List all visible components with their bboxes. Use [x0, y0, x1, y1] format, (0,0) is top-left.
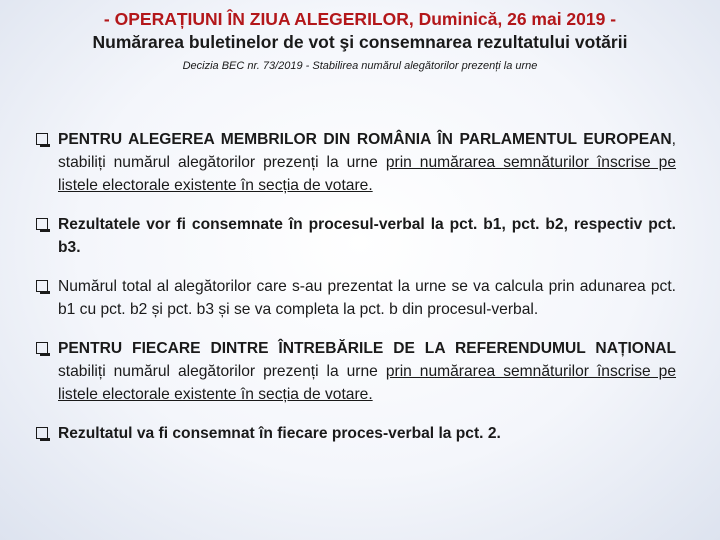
slide-title-line2: Numărarea buletinelor de vot şi consemnarea rezultatului votării [92, 32, 628, 52]
bullet-list [36, 128, 676, 461]
slide-title-line1: - OPERAȚIUNI ÎN ZIUA ALEGERILOR, Duminică, 26 mai 2019 - [103, 9, 617, 29]
slide-header [0, 0, 720, 72]
slide-subtitle: Decizia BEC nr. 73/2019 - Stabilirea numărul alegătorilor prezenți la urne [182, 60, 538, 72]
bullet-bold-text: Rezultatele vor fi consemnate în procesul-verbal la pct. b1, pct. b2, respectiv pct. b3. [58, 216, 676, 256]
bullet-item-3 [36, 275, 676, 321]
bullet-text [58, 422, 676, 445]
bullet-item-4 [36, 337, 676, 406]
bullet-underlined-text: prin numărarea semnăturilor înscrise pe listele electorale existente în secția de votare. [58, 154, 677, 194]
square-bullet-icon [36, 427, 48, 439]
square-bullet-icon [36, 280, 48, 292]
bullet-normal-text: , stabiliți numărul alegătorilor prezenți la urne [58, 131, 676, 171]
bullet-text [58, 275, 676, 321]
square-bullet-icon [36, 218, 48, 230]
bullet-normal-text: Numărul total al alegătorilor care s-au prezentat la urne se va calcula prin adunarea pct. b1 cu pct. b2 și pct. b3 și se va completa la pct. b din procesul-verbal. [58, 278, 676, 318]
bullet-bold-text: Rezultatul va fi consemnat în fiecare proces-verbal la pct. 2. [58, 425, 501, 442]
square-bullet-icon [36, 133, 48, 145]
bullet-bold-text: PENTRU ALEGEREA MEMBRILOR DIN ROMÂNIA ÎN PARLAMENTUL EUROPEAN [58, 131, 672, 148]
bullet-item-2 [36, 213, 676, 259]
bullet-text [58, 213, 676, 259]
bullet-item-1 [36, 128, 676, 197]
bullet-text [58, 128, 676, 197]
square-bullet-icon [36, 342, 48, 354]
bullet-item-5 [36, 422, 676, 445]
bullet-bold-text: PENTRU FIECARE DINTRE ÎNTREBĂRILE DE LA REFERENDUMUL NAȚIONAL [58, 340, 676, 357]
bullet-text [58, 337, 676, 406]
bullet-underlined-text: prin numărarea semnăturilor înscrise pe listele electorale existente în secția de votare. [58, 363, 677, 403]
bullet-normal-text: stabiliți numărul alegătorilor prezenți la urne [58, 363, 386, 380]
